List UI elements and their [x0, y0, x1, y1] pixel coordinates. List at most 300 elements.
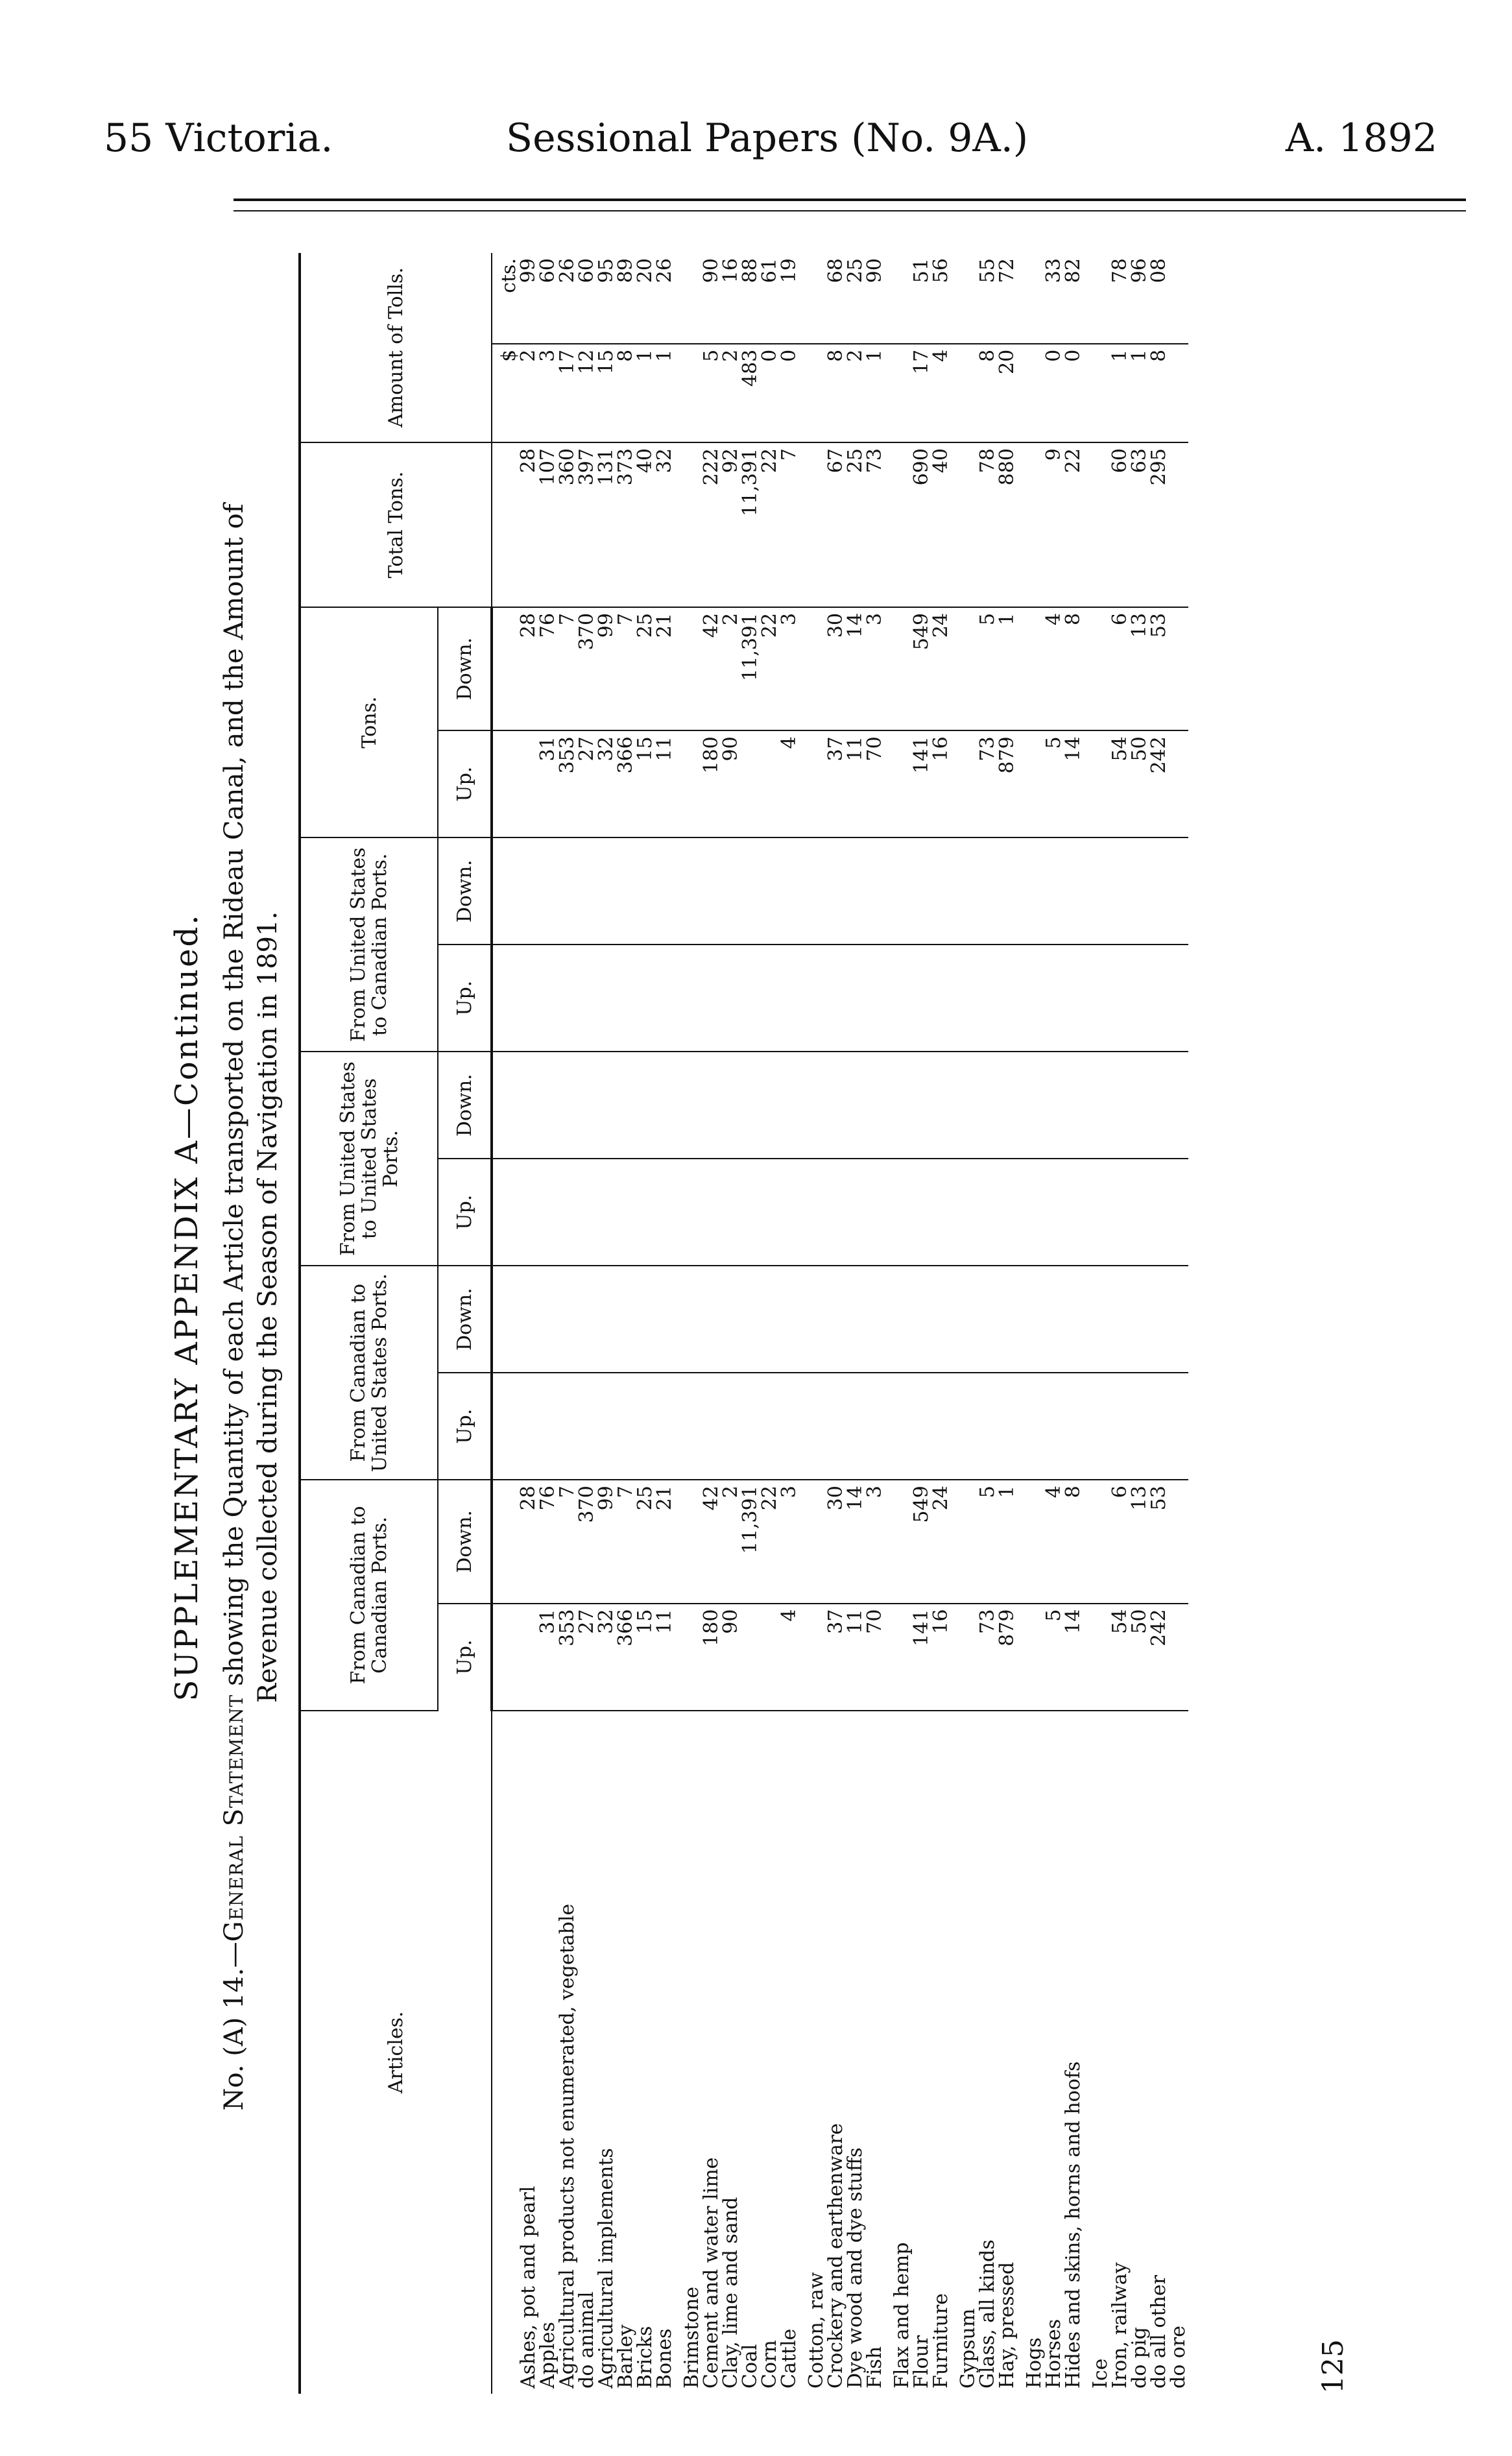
table-row — [636, 253, 655, 2394]
article-name: Cement and water lime — [700, 2157, 723, 2389]
uc-down-cell — [577, 837, 597, 945]
tons-up-cell — [893, 730, 912, 837]
cu-up-cell — [865, 1373, 885, 1480]
tolls-cents-cell — [1169, 253, 1188, 344]
cc-down-cell: 6 — [1110, 1480, 1130, 1603]
tons-up-cell: 180 — [702, 730, 721, 837]
total-tons-cell: 63 — [1130, 442, 1149, 607]
uu-up-cell — [1044, 1159, 1064, 1266]
group-spacer — [1017, 253, 1025, 2394]
article-name: Ashes, pot and pearl — [517, 2185, 540, 2389]
tons-down-cell: 6 — [1110, 607, 1130, 730]
article-name: Cotton, raw — [805, 2272, 828, 2389]
tolls-dollars-cell — [807, 344, 826, 442]
article-name: Horses — [1042, 2318, 1065, 2389]
cc-up-cell — [959, 1604, 978, 1711]
tolls-dollars-cell: 8 — [826, 344, 846, 442]
uu-up-cell — [1169, 1159, 1188, 1266]
uc-up-cell — [1091, 945, 1110, 1052]
total-tons-cell: 60 — [1110, 442, 1130, 607]
tolls-dollars-cell: 8 — [616, 344, 636, 442]
cc-up-cell: 90 — [721, 1604, 741, 1711]
uu-down-cell — [1169, 1052, 1188, 1159]
total-tons-cell — [1025, 442, 1044, 607]
cc-up-cell — [1025, 1604, 1044, 1711]
cu-down-cell — [682, 1266, 702, 1373]
tons-up-cell: 54 — [1110, 730, 1130, 837]
down-header: Down. — [438, 837, 492, 945]
cc-down-cell: 1 — [998, 1480, 1017, 1603]
tons-down-cell: 2 — [721, 607, 741, 730]
tolls-dollars-cell: 1 — [1110, 344, 1130, 442]
tons-up-cell: 31 — [538, 730, 558, 837]
tolls-cents-cell: 20 — [636, 253, 655, 344]
uc-up-cell — [721, 945, 741, 1052]
tons-up-cell — [741, 730, 760, 837]
cu-up-cell — [1169, 1373, 1188, 1480]
tolls-cents-cell — [893, 253, 912, 344]
articles-header: Articles. — [300, 1711, 492, 2394]
total-tons-cell: 40 — [931, 442, 951, 607]
table-row — [597, 253, 616, 2394]
uu-up-cell — [616, 1159, 636, 1266]
tolls-dollars-cell: 20 — [998, 344, 1017, 442]
tons-down-cell: 4 — [1044, 607, 1064, 730]
uu-down-cell — [978, 1052, 998, 1159]
tolls-cents-cell: 60 — [538, 253, 558, 344]
uu-down-cell — [1064, 1052, 1083, 1159]
cc-down-cell: 2 — [721, 1480, 741, 1603]
uu-up-cell — [893, 1159, 912, 1266]
tons-header: Tons. — [300, 607, 438, 837]
uc-down-cell — [959, 837, 978, 945]
table-row — [865, 253, 885, 2394]
uc-down-cell — [998, 837, 1017, 945]
tolls-cents-cell: 68 — [826, 253, 846, 344]
cc-up-cell — [893, 1604, 912, 1711]
uu-down-cell — [846, 1052, 865, 1159]
cu-up-cell — [1025, 1373, 1044, 1480]
tons-up-cell — [760, 730, 780, 837]
cu-up-cell — [636, 1373, 655, 1480]
tolls-dollars-cell: 0 — [760, 344, 780, 442]
cu-up-cell — [893, 1373, 912, 1480]
tolls-dollars-cell: 1 — [865, 344, 885, 442]
table-row — [702, 253, 721, 2394]
cc-up-cell: 4 — [780, 1604, 799, 1711]
tons-down-cell — [1025, 607, 1044, 730]
uu-down-cell — [597, 1052, 616, 1159]
uu-up-cell — [780, 1159, 799, 1266]
down-header: Down. — [438, 1052, 492, 1159]
cu-up-cell — [1091, 1373, 1110, 1480]
cc-up-cell: 27 — [577, 1604, 597, 1711]
uu-down-cell — [998, 1052, 1017, 1159]
total-tons-cell: 880 — [998, 442, 1017, 607]
tolls-dollars-cell — [1091, 344, 1110, 442]
cc-up-cell: 141 — [912, 1604, 931, 1711]
uu-up-cell — [978, 1159, 998, 1266]
uc-down-cell — [780, 837, 799, 945]
article-name: do animal — [575, 2291, 598, 2389]
uu-down-cell — [1110, 1052, 1130, 1159]
tolls-dollars-cell — [1025, 344, 1044, 442]
tons-up-cell: 50 — [1130, 730, 1149, 837]
tons-down-cell: 5 — [978, 607, 998, 730]
article-name: Hogs — [1023, 2337, 1046, 2389]
tolls-dollars-cell: 17 — [912, 344, 931, 442]
tons-up-cell: 11 — [655, 730, 675, 837]
article-name: Dye wood and dye stuffs — [844, 2147, 867, 2389]
uc-down-cell — [597, 837, 616, 945]
tolls-cents-cell: 19 — [780, 253, 799, 344]
down-header: Down. — [438, 1480, 492, 1603]
tolls-dollars-cell: 2 — [846, 344, 865, 442]
table-row — [1064, 253, 1083, 2394]
uc-down-cell — [978, 837, 998, 945]
uu-up-cell — [702, 1159, 721, 1266]
total-tons-cell: 40 — [636, 442, 655, 607]
tons-up-cell: 90 — [721, 730, 741, 837]
table-row — [616, 253, 636, 2394]
uu-up-cell — [1110, 1159, 1130, 1266]
tolls-dollars-cell — [893, 344, 912, 442]
tolls-cents-cell — [959, 253, 978, 344]
cu-down-cell — [931, 1266, 951, 1373]
cu-up-cell — [931, 1373, 951, 1480]
cu-up-cell — [959, 1373, 978, 1480]
total-tons-cell: 107 — [538, 442, 558, 607]
table-row — [959, 253, 978, 2394]
cu-up-cell — [1064, 1373, 1083, 1480]
table-row — [538, 253, 558, 2394]
uc-up-cell — [807, 945, 826, 1052]
tolls-dollars-cell: 4 — [931, 344, 951, 442]
cu-down-cell — [1091, 1266, 1110, 1373]
article-name: Iron, railway — [1109, 2262, 1131, 2389]
cu-up-cell — [558, 1373, 577, 1480]
uc-down-cell — [741, 837, 760, 945]
article-name: Glass, all kinds — [976, 2239, 999, 2389]
article-name: Crockery and earthenware — [824, 2123, 847, 2389]
uc-up-cell — [538, 945, 558, 1052]
cc-down-cell — [959, 1480, 978, 1603]
tons-down-cell: 8 — [1064, 607, 1083, 730]
uu-up-cell — [597, 1159, 616, 1266]
uu-up-cell — [760, 1159, 780, 1266]
tolls-cents-cell: 51 — [912, 253, 931, 344]
rotated-page-content — [169, 221, 1401, 2394]
uc-up-cell — [655, 945, 675, 1052]
cu-up-cell — [912, 1373, 931, 1480]
tons-up-cell — [1025, 730, 1044, 837]
tons-up-cell: 353 — [558, 730, 577, 837]
table-row — [846, 253, 865, 2394]
uc-down-cell — [826, 837, 846, 945]
dollar-sign: $ — [492, 344, 519, 442]
cc-down-cell: 53 — [1149, 1480, 1169, 1603]
cu-up-cell — [741, 1373, 760, 1480]
cc-up-cell: 15 — [636, 1604, 655, 1711]
cc-up-cell: 54 — [1110, 1604, 1130, 1711]
article-name: Barley — [614, 2324, 637, 2389]
cc-up-cell: 11 — [846, 1604, 865, 1711]
uu-down-cell — [931, 1052, 951, 1159]
tons-up-cell: 5 — [1044, 730, 1064, 837]
article-name: Hay, pressed — [996, 2261, 1018, 2389]
cu-up-cell — [702, 1373, 721, 1480]
tons-up-cell: 879 — [998, 730, 1017, 837]
article-name: Apples — [536, 2322, 559, 2389]
uu-down-cell — [1130, 1052, 1149, 1159]
cu-down-cell — [1130, 1266, 1149, 1373]
tolls-dollars-cell — [1169, 344, 1188, 442]
uc-down-cell — [1110, 837, 1130, 945]
tolls-cents-cell: 99 — [519, 253, 538, 344]
table-row — [1091, 253, 1110, 2394]
uu-up-cell — [577, 1159, 597, 1266]
uu-down-cell — [538, 1052, 558, 1159]
tons-up-cell: 73 — [978, 730, 998, 837]
table-row — [1044, 253, 1064, 2394]
tolls-dollars-cell: 3 — [538, 344, 558, 442]
uc-up-cell — [912, 945, 931, 1052]
tons-down-cell: 22 — [760, 607, 780, 730]
cc-down-cell — [893, 1480, 912, 1603]
uu-down-cell — [893, 1052, 912, 1159]
tolls-cents-cell — [1091, 253, 1110, 344]
cu-down-cell — [702, 1266, 721, 1373]
total-tons-cell: 22 — [1064, 442, 1083, 607]
cu-up-cell — [1130, 1373, 1149, 1480]
uu-down-cell — [780, 1052, 799, 1159]
cc-down-cell: 549 — [912, 1480, 931, 1603]
uc-up-cell — [780, 945, 799, 1052]
cc-down-cell: 25 — [636, 1480, 655, 1603]
uu-up-cell — [1130, 1159, 1149, 1266]
tolls-cents-cell: 82 — [1064, 253, 1083, 344]
tolls-cents-cell: 88 — [741, 253, 760, 344]
total-tons-cell — [1091, 442, 1110, 607]
tons-down-cell: 7 — [616, 607, 636, 730]
cc-down-cell: 30 — [826, 1480, 846, 1603]
cu-down-cell — [577, 1266, 597, 1373]
tons-up-cell: 14 — [1064, 730, 1083, 837]
table-row — [1169, 253, 1188, 2394]
cc-up-cell: 5 — [1044, 1604, 1064, 1711]
total-tons-cell: 11,391 — [741, 442, 760, 607]
uc-up-cell — [1169, 945, 1188, 1052]
tolls-dollars-cell: 1 — [1130, 344, 1149, 442]
tolls-cents-cell: 26 — [655, 253, 675, 344]
uu-up-cell — [636, 1159, 655, 1266]
cu-down-cell — [826, 1266, 846, 1373]
tons-down-cell: 24 — [931, 607, 951, 730]
tolls-cents-cell: 90 — [865, 253, 885, 344]
uc-down-cell — [865, 837, 885, 945]
tons-down-cell: 53 — [1149, 607, 1169, 730]
tolls-dollars-cell: 8 — [978, 344, 998, 442]
uc-up-cell — [741, 945, 760, 1052]
cu-up-cell — [846, 1373, 865, 1480]
cu-up-cell — [1149, 1373, 1169, 1480]
us-to-us-header: From United States to United States Ports. — [300, 1052, 438, 1266]
uu-up-cell — [1149, 1159, 1169, 1266]
article-name: do all other — [1147, 2275, 1170, 2389]
table-row — [1025, 253, 1044, 2394]
uu-up-cell — [655, 1159, 675, 1266]
uc-down-cell — [1044, 837, 1064, 945]
article-name: Ice — [1089, 2358, 1112, 2389]
article-name: Hides and skins, horns and hoofs — [1062, 2061, 1085, 2389]
cc-down-cell — [807, 1480, 826, 1603]
uu-down-cell — [655, 1052, 675, 1159]
cu-down-cell — [1025, 1266, 1044, 1373]
table-row — [826, 253, 846, 2394]
tolls-cents-cell: 25 — [846, 253, 865, 344]
cc-up-cell — [682, 1604, 702, 1711]
uu-down-cell — [721, 1052, 741, 1159]
tolls-dollars-cell: 15 — [597, 344, 616, 442]
cu-down-cell — [558, 1266, 577, 1373]
uc-up-cell — [931, 945, 951, 1052]
tons-down-cell: 21 — [655, 607, 675, 730]
table-row — [1130, 253, 1149, 2394]
cu-down-cell — [519, 1266, 538, 1373]
uc-down-cell — [1064, 837, 1083, 945]
table-row — [1149, 253, 1169, 2394]
tons-down-cell: 25 — [636, 607, 655, 730]
total-tons-cell: 397 — [577, 442, 597, 607]
uu-down-cell — [702, 1052, 721, 1159]
group-spacer — [885, 253, 893, 2394]
cu-down-cell — [597, 1266, 616, 1373]
cu-down-cell — [807, 1266, 826, 1373]
uu-down-cell — [558, 1052, 577, 1159]
total-tons-cell: 360 — [558, 442, 577, 607]
cc-up-cell: 31 — [538, 1604, 558, 1711]
uc-up-cell — [558, 945, 577, 1052]
cc-down-cell: 4 — [1044, 1480, 1064, 1603]
article-name: Bricks — [634, 2326, 656, 2389]
tolls-dollars-cell: 1 — [636, 344, 655, 442]
page-number: 125 — [1317, 2339, 1350, 2394]
tons-up-cell: 15 — [636, 730, 655, 837]
up-header: Up. — [438, 1159, 492, 1266]
uc-up-cell — [978, 945, 998, 1052]
uu-down-cell — [577, 1052, 597, 1159]
cc-down-cell — [1091, 1480, 1110, 1603]
tolls-cents-cell: 78 — [1110, 253, 1130, 344]
cu-up-cell — [1044, 1373, 1064, 1480]
cc-up-cell — [1091, 1604, 1110, 1711]
total-tons-cell: 295 — [1149, 442, 1169, 607]
header-volume: 55 Victoria. — [104, 115, 333, 161]
uc-down-cell — [655, 837, 675, 945]
table-body — [492, 253, 1188, 2394]
cc-up-cell: 14 — [1064, 1604, 1083, 1711]
table-row — [780, 253, 799, 2394]
header-rule — [234, 199, 1466, 201]
cc-down-cell: 5 — [978, 1480, 998, 1603]
uc-up-cell — [760, 945, 780, 1052]
cc-down-cell: 8 — [1064, 1480, 1083, 1603]
tolls-cents-cell — [682, 253, 702, 344]
tons-down-cell — [893, 607, 912, 730]
article-name: do pig — [1128, 2327, 1151, 2389]
table-row — [577, 253, 597, 2394]
article-name: Agricultural products not enumerated, vegetable — [556, 1903, 579, 2389]
cu-up-cell — [519, 1373, 538, 1480]
down-header: Down. — [438, 1266, 492, 1373]
group-spacer — [799, 253, 807, 2394]
total-tons-cell — [959, 442, 978, 607]
uu-up-cell — [721, 1159, 741, 1266]
total-tons-cell: 222 — [702, 442, 721, 607]
article-name: Fish — [863, 2346, 886, 2389]
uu-up-cell — [682, 1159, 702, 1266]
article-name: Bones — [653, 2328, 676, 2389]
cc-down-cell: 42 — [702, 1480, 721, 1603]
table-row — [912, 253, 931, 2394]
tons-down-cell: 1 — [998, 607, 1017, 730]
tolls-cents-cell — [807, 253, 826, 344]
statement-subtitle: Revenue collected during the Season of Navigation in 1891. — [253, 911, 283, 1704]
cc-down-cell — [1025, 1480, 1044, 1603]
cu-down-cell — [1064, 1266, 1083, 1373]
cu-down-cell — [741, 1266, 760, 1373]
cu-up-cell — [616, 1373, 636, 1480]
uc-up-cell — [959, 945, 978, 1052]
uu-down-cell — [959, 1052, 978, 1159]
tons-up-cell: 37 — [826, 730, 846, 837]
tolls-dollars-cell: 2 — [721, 344, 741, 442]
tolls-cents-cell: 60 — [577, 253, 597, 344]
uu-down-cell — [682, 1052, 702, 1159]
header-series: Sessional Papers (No. 9A.) — [506, 115, 1029, 161]
table-row — [721, 253, 741, 2394]
cu-down-cell — [1110, 1266, 1130, 1373]
tons-up-cell — [1169, 730, 1188, 837]
tolls-cents-cell: 33 — [1044, 253, 1064, 344]
cc-down-cell: 7 — [616, 1480, 636, 1603]
uu-up-cell — [538, 1159, 558, 1266]
total-tons-cell: 32 — [655, 442, 675, 607]
uu-up-cell — [959, 1159, 978, 1266]
tons-down-cell — [807, 607, 826, 730]
cu-up-cell — [597, 1373, 616, 1480]
cc-down-cell — [682, 1480, 702, 1603]
uc-down-cell — [1025, 837, 1044, 945]
uc-up-cell — [1110, 945, 1130, 1052]
cu-up-cell — [998, 1373, 1017, 1480]
tolls-cents-cell: 95 — [597, 253, 616, 344]
uc-up-cell — [702, 945, 721, 1052]
uc-up-cell — [1130, 945, 1149, 1052]
tons-down-cell — [1169, 607, 1188, 730]
cc-down-cell: 3 — [780, 1480, 799, 1603]
cu-down-cell — [865, 1266, 885, 1373]
tons-up-cell: 27 — [577, 730, 597, 837]
tolls-cents-cell: 61 — [760, 253, 780, 344]
uu-down-cell — [912, 1052, 931, 1159]
total-tons-cell: 25 — [846, 442, 865, 607]
cc-down-cell: 24 — [931, 1480, 951, 1603]
tons-down-cell — [959, 607, 978, 730]
tolls-dollars-cell — [959, 344, 978, 442]
tolls-cents-cell: 72 — [998, 253, 1017, 344]
cu-down-cell — [721, 1266, 741, 1373]
